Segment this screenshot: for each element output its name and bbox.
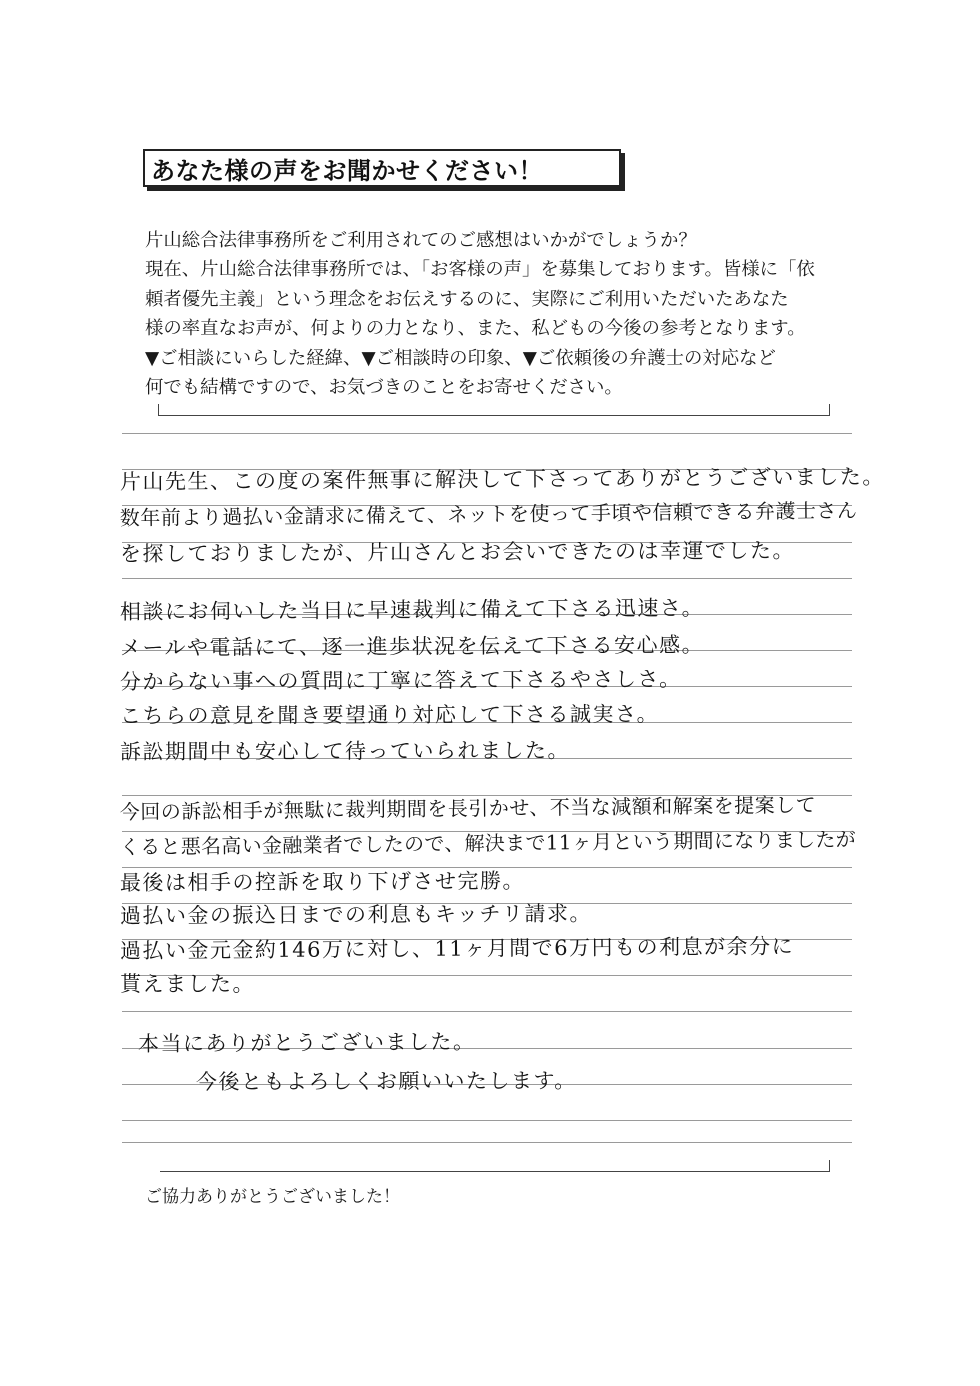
intro-line: ▼ご相談にいらした経緯、▼ご相談時の印象、▼ご依頼後の弁護士の対応など [145,347,776,369]
title-box [143,149,621,187]
page-title: あなた様の声をお聞かせください！ [151,156,543,185]
closing-thanks: ご協力ありがとうございました！ [145,1187,400,1207]
handwritten-line: 分からない事への質問に丁寧に答えて下さるやさしさ。 [119,667,682,694]
intro-line: 頼者優先主義」という理念をお伝えするのに、実際にご利用いただいたあなた [145,288,789,310]
handwritten-line: 最後は相手の控訴を取り下げさせ完勝。 [119,868,525,895]
handwritten-line: 片山先生、この度の案件無事に解決して下さってありがとうございました。 [119,464,885,495]
handwritten-line: くると悪名高い金融業者でしたので、解決まで11ヶ月という期間になりましたが [119,827,857,860]
ruled-line [122,1011,852,1012]
frame-corner-right [829,404,830,416]
handwritten-line: 訴訟期間中も安心して待っていられました。 [119,738,570,764]
handwritten-line: 今後ともよろしくお願いいたします。 [195,1068,577,1094]
intro-paragraph [145,226,865,402]
intro-line: 片山総合法律事務所をご利用されてのご感想はいかがでしょうか？ [145,230,697,251]
handwritten-line: 過払い金の振込日までの利息もキッチリ請求。 [119,901,593,928]
handwritten-line: 今回の訴訟相手が無駄に裁判期間を長引かせ、不当な減額和解案を提案して [119,792,817,825]
handwritten-line: 数年前より過払い金請求に備えて、ネットを使って手頃や信頼できる弁護士さん [119,498,858,531]
ruled-line [122,1120,852,1121]
handwritten-line: 相談にお伺いした当日に早速裁判に備えて下さる迅速さ。 [119,595,705,625]
frame-top-line [158,415,830,416]
handwritten-line: 過払い金元金約146万に対し、11ヶ月間で6万円もの利息が余分に [119,934,795,964]
intro-line: 現在、片山総合法律事務所では、「お客様の声」を募集しております。皆様に「依 [145,259,815,281]
ruled-line [122,578,852,579]
ruled-line [122,433,852,434]
frame-corner-left [158,404,159,416]
handwritten-line: を探しておりましたが、片山さんとお会いできたのは幸運でした。 [119,538,795,566]
ruled-line [122,1142,852,1143]
intro-line: 様の率直なお声が、何よりの力となり、また、私どもの今後の参考となります。 [145,318,806,340]
intro-line: 何でも結構ですので、お気づきのことをお寄せください。 [145,377,623,399]
handwritten-line: 本当にありがとうございました。 [137,1029,476,1056]
frame-bottom-line [160,1171,830,1172]
handwritten-line: 貰えました。 [120,972,255,996]
handwritten-line: メールや電話にて、逐一進歩状況を伝えて下さる安心感。 [119,632,705,660]
frame-corner-bottom-right [829,1160,830,1172]
handwritten-line: こちらの意見を聞き要望通り対応して下さる誠実さ。 [119,702,660,728]
